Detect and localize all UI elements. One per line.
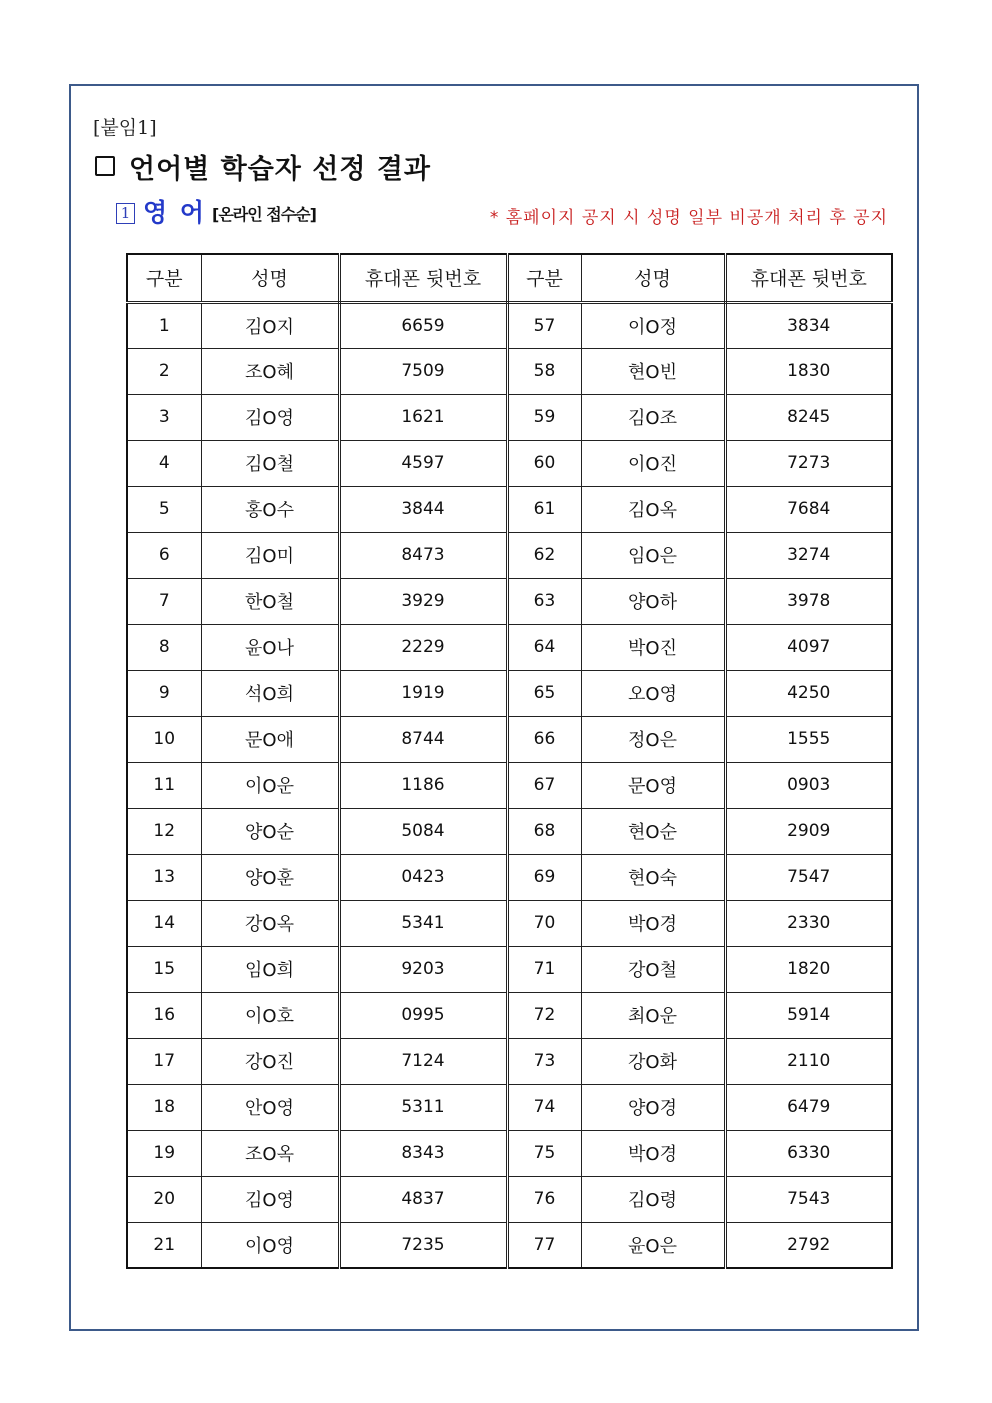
table-row — [127, 440, 892, 486]
table-body — [127, 302, 892, 1268]
cell-number: 10 — [127, 716, 201, 762]
cell-name: 석O희 — [201, 670, 339, 716]
cell-phone: 7543 — [725, 1176, 892, 1222]
cell-number: 1 — [127, 302, 201, 348]
section-subheading — [116, 197, 316, 229]
cell-name: 박O진 — [581, 624, 725, 670]
cell-phone: 0903 — [725, 762, 892, 808]
header-phone: 휴대폰 뒷번호 — [339, 254, 507, 302]
table-row — [127, 1084, 892, 1130]
header-name: 성명 — [201, 254, 339, 302]
table-row — [127, 716, 892, 762]
table-row — [127, 992, 892, 1038]
cell-number: 70 — [507, 900, 581, 946]
cell-phone: 2110 — [725, 1038, 892, 1084]
table-row — [127, 1176, 892, 1222]
header-phone: 휴대폰 뒷번호 — [725, 254, 892, 302]
cell-name: 윤O은 — [581, 1222, 725, 1268]
cell-name: 현O빈 — [581, 348, 725, 394]
cell-number: 59 — [507, 394, 581, 440]
cell-phone: 1919 — [339, 670, 507, 716]
selection-method-label: [온라인 접수순] — [212, 205, 316, 224]
cell-name: 이O진 — [581, 440, 725, 486]
cell-name: 임O희 — [201, 946, 339, 992]
cell-phone: 8245 — [725, 394, 892, 440]
cell-name: 임O은 — [581, 532, 725, 578]
cell-name: 오O영 — [581, 670, 725, 716]
table-row — [127, 348, 892, 394]
cell-name: 현O숙 — [581, 854, 725, 900]
cell-number: 76 — [507, 1176, 581, 1222]
cell-number: 74 — [507, 1084, 581, 1130]
cell-name: 정O은 — [581, 716, 725, 762]
cell-phone: 5341 — [339, 900, 507, 946]
cell-number: 58 — [507, 348, 581, 394]
cell-number: 7 — [127, 578, 201, 624]
cell-phone: 1555 — [725, 716, 892, 762]
cell-name: 강O철 — [581, 946, 725, 992]
cell-phone: 7124 — [339, 1038, 507, 1084]
cell-name: 강O진 — [201, 1038, 339, 1084]
cell-name: 김O영 — [201, 1176, 339, 1222]
table-row — [127, 762, 892, 808]
cell-name: 이O영 — [201, 1222, 339, 1268]
cell-phone: 7273 — [725, 440, 892, 486]
cell-name: 윤O나 — [201, 624, 339, 670]
cell-phone: 9203 — [339, 946, 507, 992]
results-table — [126, 253, 893, 1269]
cell-name: 강O옥 — [201, 900, 339, 946]
cell-name: 양O순 — [201, 808, 339, 854]
cell-number: 20 — [127, 1176, 201, 1222]
cell-number: 57 — [507, 302, 581, 348]
cell-number: 64 — [507, 624, 581, 670]
table-row — [127, 1130, 892, 1176]
cell-phone: 2909 — [725, 808, 892, 854]
cell-number: 63 — [507, 578, 581, 624]
cell-phone: 4837 — [339, 1176, 507, 1222]
page-title: 언어별 학습자 선정 결과 — [129, 153, 432, 185]
cell-number: 61 — [507, 486, 581, 532]
cell-name: 김O영 — [201, 394, 339, 440]
document-heading — [95, 146, 431, 186]
table-row — [127, 486, 892, 532]
cell-number: 11 — [127, 762, 201, 808]
cell-phone: 8343 — [339, 1130, 507, 1176]
cell-phone: 1820 — [725, 946, 892, 992]
cell-number: 16 — [127, 992, 201, 1038]
checkbox-square-icon — [95, 156, 115, 176]
table-row — [127, 946, 892, 992]
cell-phone: 5914 — [725, 992, 892, 1038]
cell-name: 김O미 — [201, 532, 339, 578]
cell-phone: 4097 — [725, 624, 892, 670]
cell-number: 60 — [507, 440, 581, 486]
table-row — [127, 624, 892, 670]
cell-number: 75 — [507, 1130, 581, 1176]
cell-name: 양O경 — [581, 1084, 725, 1130]
attachment-label: [붙임1] — [93, 117, 157, 139]
cell-phone: 5084 — [339, 808, 507, 854]
cell-phone: 1186 — [339, 762, 507, 808]
cell-name: 문O영 — [581, 762, 725, 808]
table-row — [127, 394, 892, 440]
cell-phone: 4597 — [339, 440, 507, 486]
cell-number: 69 — [507, 854, 581, 900]
cell-phone: 2330 — [725, 900, 892, 946]
section-number-icon: 1 — [116, 203, 135, 224]
language-label: 영 어 — [143, 198, 207, 227]
cell-number: 65 — [507, 670, 581, 716]
cell-number: 19 — [127, 1130, 201, 1176]
cell-phone: 8744 — [339, 716, 507, 762]
table-row — [127, 1038, 892, 1084]
cell-number: 21 — [127, 1222, 201, 1268]
table-row — [127, 302, 892, 348]
table-row — [127, 532, 892, 578]
cell-name: 박O경 — [581, 900, 725, 946]
cell-name: 박O경 — [581, 1130, 725, 1176]
table-header-row — [127, 254, 892, 302]
cell-name: 김O옥 — [581, 486, 725, 532]
table-row — [127, 900, 892, 946]
cell-number: 6 — [127, 532, 201, 578]
cell-phone: 2792 — [725, 1222, 892, 1268]
cell-phone: 7684 — [725, 486, 892, 532]
cell-phone: 6330 — [725, 1130, 892, 1176]
cell-name: 조O옥 — [201, 1130, 339, 1176]
cell-name: 이O호 — [201, 992, 339, 1038]
cell-number: 62 — [507, 532, 581, 578]
cell-number: 15 — [127, 946, 201, 992]
cell-name: 홍O수 — [201, 486, 339, 532]
cell-phone: 7509 — [339, 348, 507, 394]
cell-number: 72 — [507, 992, 581, 1038]
cell-name: 이O정 — [581, 302, 725, 348]
table-row — [127, 578, 892, 624]
cell-number: 73 — [507, 1038, 581, 1084]
table-row — [127, 854, 892, 900]
cell-phone: 7547 — [725, 854, 892, 900]
header-name: 성명 — [581, 254, 725, 302]
cell-number: 77 — [507, 1222, 581, 1268]
cell-name: 김O조 — [581, 394, 725, 440]
cell-number: 18 — [127, 1084, 201, 1130]
table-row — [127, 1222, 892, 1268]
cell-number: 8 — [127, 624, 201, 670]
cell-number: 9 — [127, 670, 201, 716]
cell-number: 5 — [127, 486, 201, 532]
cell-number: 71 — [507, 946, 581, 992]
cell-name: 양O하 — [581, 578, 725, 624]
cell-name: 문O애 — [201, 716, 339, 762]
cell-number: 13 — [127, 854, 201, 900]
cell-name: 한O철 — [201, 578, 339, 624]
cell-number: 3 — [127, 394, 201, 440]
cell-name: 김O령 — [581, 1176, 725, 1222]
cell-name: 김O지 — [201, 302, 339, 348]
cell-phone: 1621 — [339, 394, 507, 440]
cell-number: 2 — [127, 348, 201, 394]
cell-phone: 2229 — [339, 624, 507, 670]
cell-phone: 0423 — [339, 854, 507, 900]
table-row — [127, 670, 892, 716]
privacy-notice: * 홈페이지 공지 시 성명 일부 비공개 처리 후 공지 — [489, 208, 888, 228]
cell-phone: 3929 — [339, 578, 507, 624]
cell-number: 12 — [127, 808, 201, 854]
cell-phone: 5311 — [339, 1084, 507, 1130]
cell-phone: 3844 — [339, 486, 507, 532]
header-number: 구분 — [507, 254, 581, 302]
cell-number: 68 — [507, 808, 581, 854]
cell-phone: 3978 — [725, 578, 892, 624]
cell-name: 현O순 — [581, 808, 725, 854]
cell-phone: 6479 — [725, 1084, 892, 1130]
cell-name: 강O화 — [581, 1038, 725, 1084]
cell-phone: 0995 — [339, 992, 507, 1038]
cell-phone: 3274 — [725, 532, 892, 578]
header-number: 구분 — [127, 254, 201, 302]
cell-number: 67 — [507, 762, 581, 808]
cell-name: 안O영 — [201, 1084, 339, 1130]
cell-name: 이O운 — [201, 762, 339, 808]
cell-number: 17 — [127, 1038, 201, 1084]
cell-phone: 8473 — [339, 532, 507, 578]
cell-phone: 6659 — [339, 302, 507, 348]
cell-name: 최O운 — [581, 992, 725, 1038]
cell-phone: 3834 — [725, 302, 892, 348]
cell-name: 김O철 — [201, 440, 339, 486]
cell-number: 66 — [507, 716, 581, 762]
table-row — [127, 808, 892, 854]
cell-name: 조O혜 — [201, 348, 339, 394]
cell-number: 4 — [127, 440, 201, 486]
cell-name: 양O훈 — [201, 854, 339, 900]
cell-phone: 4250 — [725, 670, 892, 716]
cell-phone: 7235 — [339, 1222, 507, 1268]
cell-phone: 1830 — [725, 348, 892, 394]
cell-number: 14 — [127, 900, 201, 946]
